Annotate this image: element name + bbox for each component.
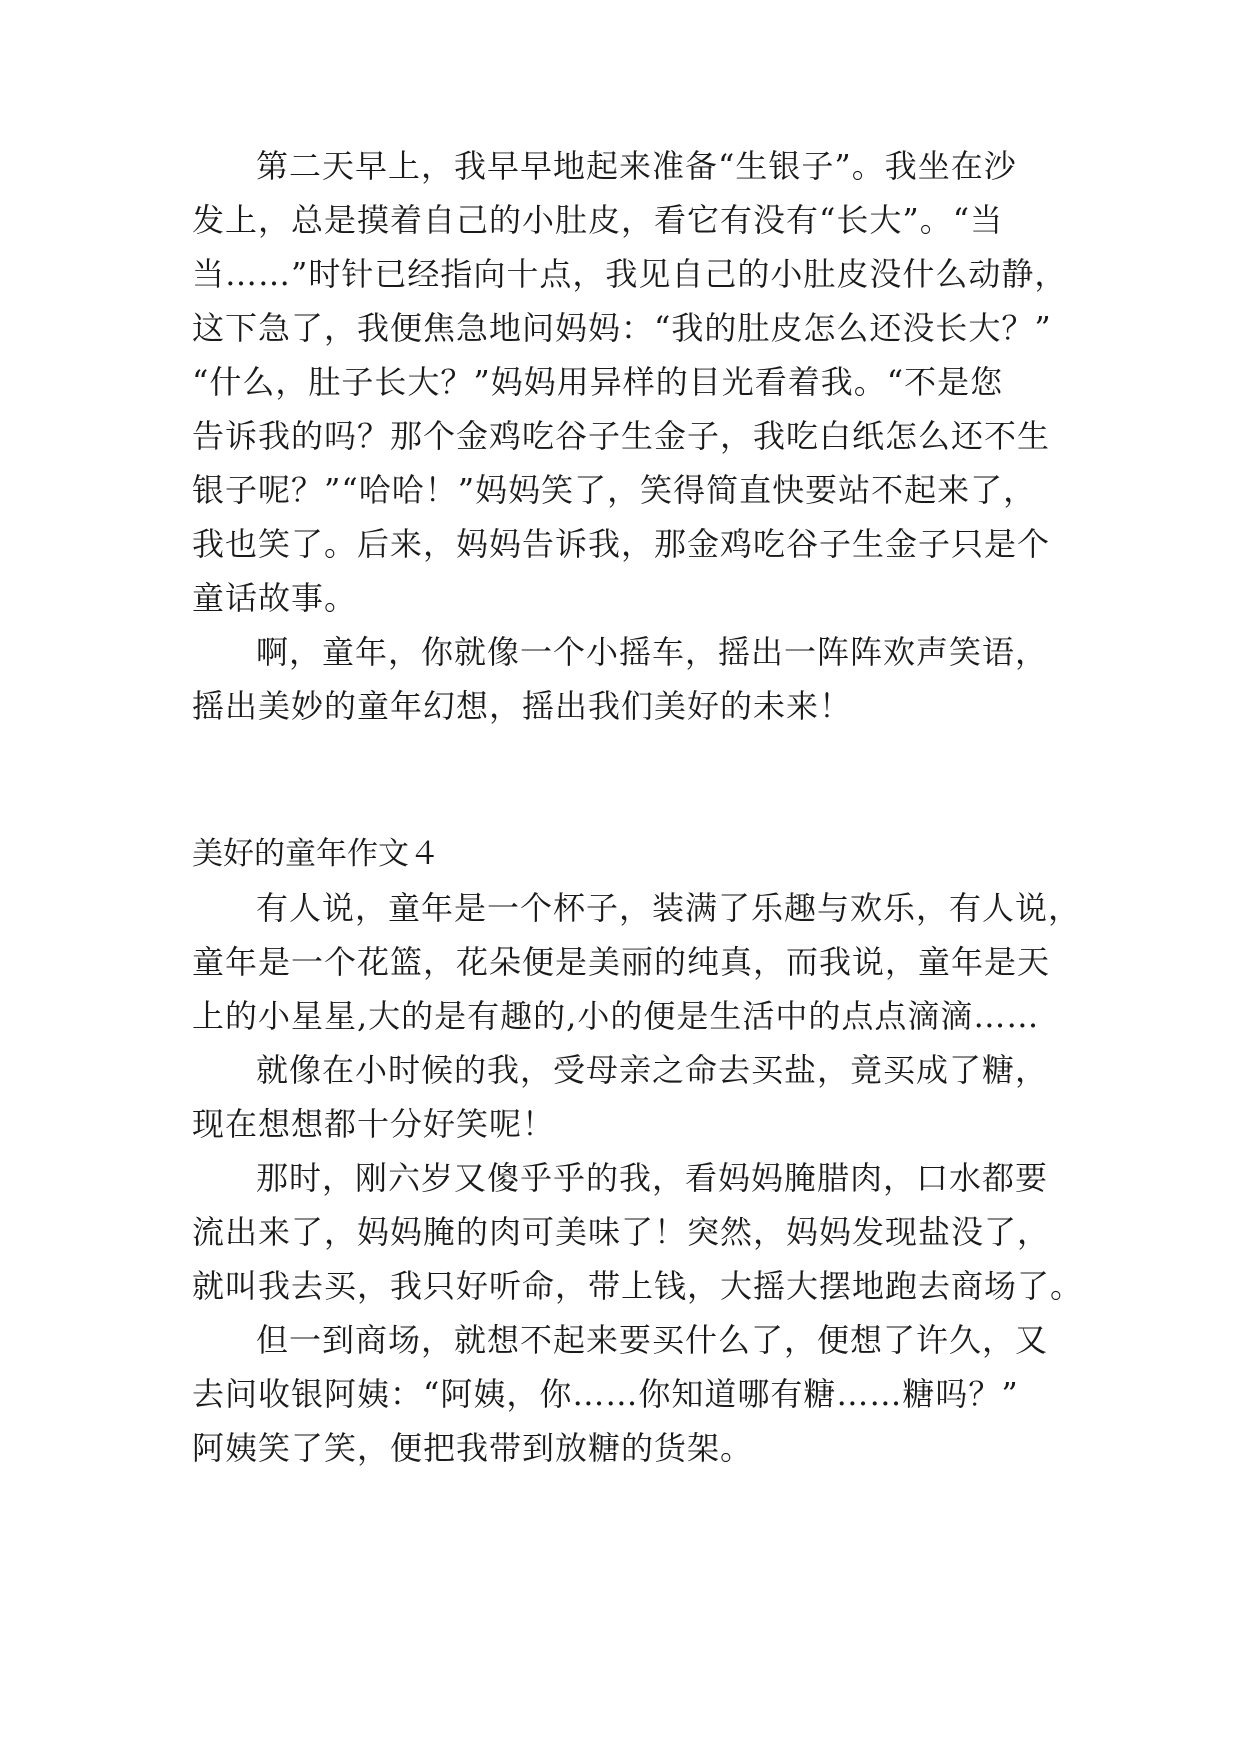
paragraph-line: 有人说，童年是一个杯子，装满了乐趣与欢乐，有人说， <box>256 889 1082 927</box>
paragraph-line: 银子呢？”“哈哈！”妈妈笑了，笑得简直快要站不起来了， <box>192 471 1037 509</box>
paragraph-line: 啊，童年，你就像一个小摇车，摇出一阵阵欢声笑语， <box>256 633 1049 671</box>
paragraph-line: 那时，刚六岁又傻乎乎的我，看妈妈腌腊肉，口水都要 <box>256 1159 1049 1197</box>
paragraph-line: 童年是一个花篮，花朵便是美丽的纯真，而我说，童年是天 <box>192 943 1051 981</box>
paragraph-line: 上的小星星,大的是有趣的,小的便是生活中的点点滴滴…… <box>192 997 1040 1035</box>
paragraph-line: 就像在小时候的我，受母亲之命去买盐，竟买成了糖， <box>256 1051 1049 1089</box>
paragraph-line: 这下急了，我便焦急地问妈妈：“我的肚皮怎么还没长大？” <box>192 309 1052 347</box>
paragraph-line: 流出来了，妈妈腌的肉可美味了！突然，妈妈发现盐没了， <box>192 1213 1051 1251</box>
paragraph-line: 阿姨笑了笑，便把我带到放糖的货架。 <box>192 1429 754 1467</box>
paragraph-line: 就叫我去买，我只好听命，带上钱，大摇大摆地跑去商场了。 <box>192 1267 1084 1305</box>
essay-title: 美好的童年作文４ <box>192 836 440 872</box>
paragraph-line: 告诉我的吗？那个金鸡吃谷子生金子，我吃白纸怎么还不生 <box>192 417 1051 455</box>
paragraph-line: 我也笑了。后来，妈妈告诉我，那金鸡吃谷子生金子只是个 <box>192 525 1051 563</box>
paragraph-line: 发上，总是摸着自己的小肚皮，看它有没有“长大”。“当 <box>192 201 1004 239</box>
paragraph-line: 摇出美妙的童年幻想，摇出我们美好的未来！ <box>192 687 853 725</box>
paragraph-line: 现在想想都十分好笑呢！ <box>192 1105 556 1143</box>
paragraph-line: 去问收银阿姨：“阿姨，你……你知道哪有糖……糖吗？” <box>192 1375 1019 1413</box>
paragraph-line: 第二天早上，我早早地起来准备“生银子”。我坐在沙 <box>256 147 1017 185</box>
paragraph-line: 童话故事。 <box>192 579 358 617</box>
paragraph-line: 但一到商场，就想不起来要买什么了，便想了许久，又 <box>256 1321 1049 1359</box>
paragraph-line: 当……”时针已经指向十点，我见自己的小肚皮没什么动静， <box>192 255 1068 293</box>
paragraph-line: “什么，肚子长大？”妈妈用异样的目光看着我。“不是您 <box>192 363 1004 401</box>
